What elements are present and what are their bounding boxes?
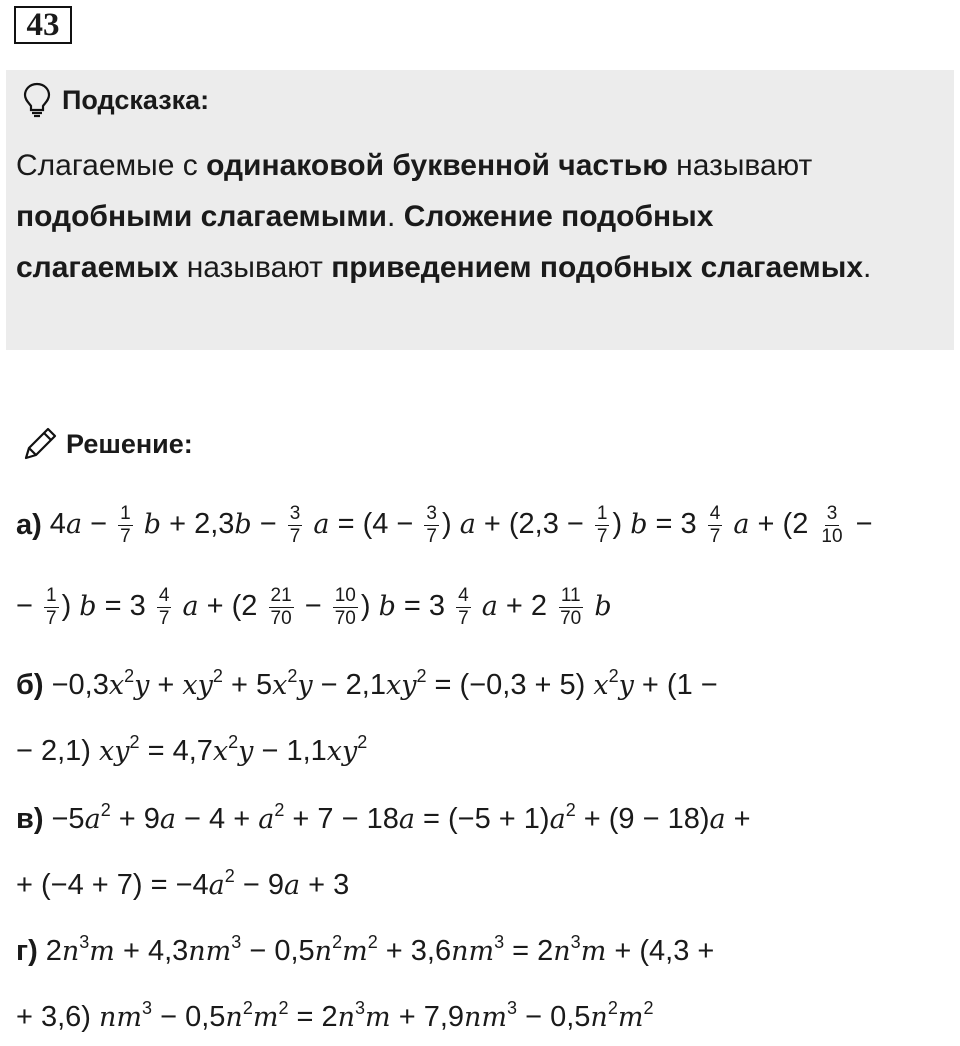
hint-box	[6, 70, 954, 350]
formula-b-line-2: − 2,1) $xy^2 = 4,7x^2y - 1,1xy^2$	[16, 731, 368, 767]
formula-a-line-2: − $\frac{1}{7}$ ) b = 3 $\frac{4}{7}$ a + (2 $\frac{21}{70}$ − $\frac{10}{70}$ ) b = 3 $\frac{4}{7}$ a + 2 $\frac{11}{70}$ b	[16, 584, 612, 629]
exercise-number: 43	[14, 6, 72, 44]
label-v: в)	[16, 802, 44, 835]
formula-g-line-2: + 3,6) $nm^3 - 0,5n^2m^2 = 2n^3m + 7,9nm^3 - 0,5n^2m^2$	[16, 997, 654, 1033]
pencil-icon	[20, 424, 60, 464]
solution-header	[20, 424, 193, 464]
formula-v-line-2: + $(-4 + 7) = -4a^2 - 9a + 3$	[16, 865, 350, 901]
label-a: а)	[16, 508, 42, 541]
formula-v-line-1: в) $-5a^2 + 9a - 4 + a^2 + 7 - 18a = (-5 + 1)a^2 + (9 - 18)a$ +	[16, 799, 751, 835]
hint-text: Слагаемые с одинаковой буквенной частью называют подобными слагаемыми. Сложение подобных слагаемых называют приведением подобных слагаемых.	[16, 149, 872, 284]
formula-a-line-1: а) 4a − $\frac{1}{7}$ b + 2,3b − $\frac{3}{7}$ a = (4 − $\frac{3}{7}$ ) a + (2,3 − $\frac{1}{7}$ ) b = 3 $\frac{4}{7}$ a + (2 $\frac{3}{10}$ −	[16, 502, 873, 547]
hint-header	[22, 82, 209, 118]
lightbulb-icon	[22, 82, 52, 118]
hint-title: Подсказка:	[62, 84, 210, 115]
formula-g-line-1: г) $2n^3m + 4,3nm^3 - 0,5n^2m^2 + 3,6nm^3 = 2n^3m + (4,3$ +	[16, 931, 715, 967]
label-g: г)	[16, 934, 38, 967]
formula-b-line-1: б) $-0,3x^2y + xy^2 + 5x^2y - 2,1xy^2 = (-0,3 + 5) x^2y + (1$ −	[16, 665, 718, 701]
label-b: б)	[16, 668, 44, 701]
solution-title: Решение:	[66, 428, 193, 459]
